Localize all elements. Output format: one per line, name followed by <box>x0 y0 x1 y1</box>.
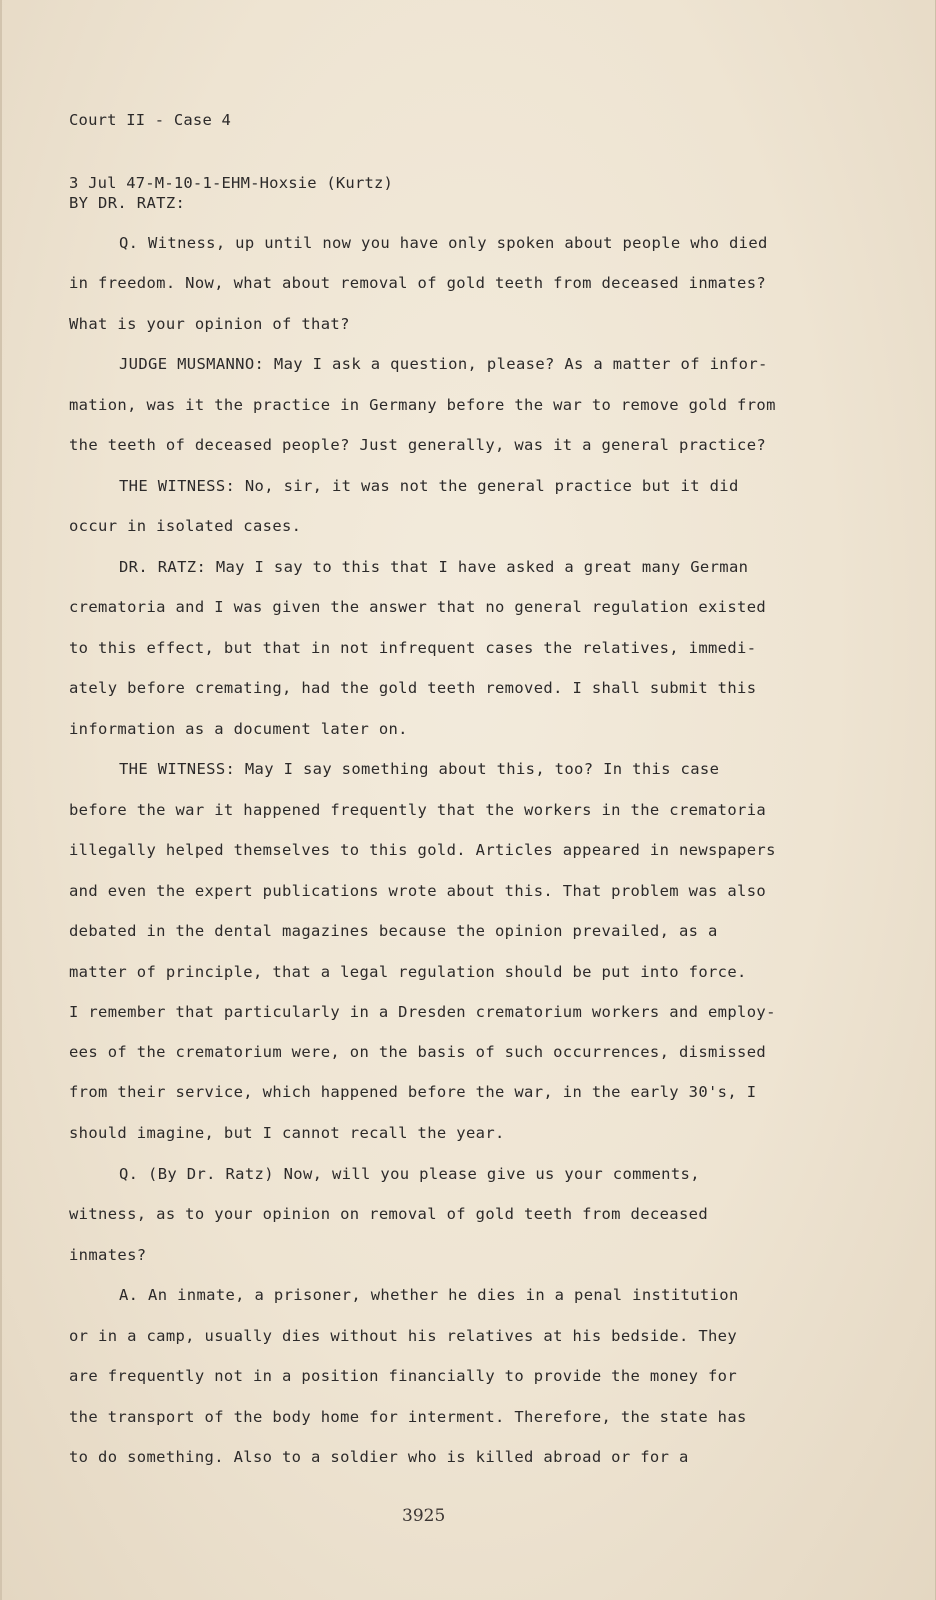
text-line: mation, was it the practice in Germany before the war to remove gold from <box>69 396 776 414</box>
text-line: inmates? <box>69 1246 147 1264</box>
text-line: or in a camp, usually dies without his relatives at his bedside. They <box>69 1327 738 1345</box>
text-line: A. An inmate, a prisoner, whether he dies in a penal institution <box>119 1286 739 1304</box>
text-line: in freedom. Now, what about removal of gold teeth from deceased inmates? <box>69 274 767 292</box>
text-line: THE WITNESS: No, sir, it was not the general practice but it did <box>119 477 739 495</box>
session-reference-line: 3 Jul 47-M-10-1-EHM-Hoxsie (Kurtz) <box>69 174 394 192</box>
text-line: matter of principle, that a legal regulation should be put into force. <box>69 963 747 981</box>
text-line: Q. Witness, up until now you have only spoken about people who died <box>119 234 768 252</box>
text-line: the transport of the body home for interment. Therefore, the state has <box>69 1408 747 1426</box>
text-line: and even the expert publications wrote about this. That problem was also <box>69 882 767 900</box>
examiner-heading: BY DR. RATZ: <box>69 194 186 212</box>
text-line: the teeth of deceased people? Just generally, was it a general practice? <box>69 436 767 454</box>
text-line: What is your opinion of that? <box>69 315 350 333</box>
page-number: 3925 <box>402 1506 446 1526</box>
text-line: from their service, which happened before the war, in the early 30's, I <box>69 1083 757 1101</box>
text-line: to do something. Also to a soldier who is killed abroad or for a <box>69 1448 689 1466</box>
text-line: DR. RATZ: May I say to this that I have asked a great many German <box>119 558 749 576</box>
text-line: illegally helped themselves to this gold. Articles appeared in newspapers <box>69 841 776 859</box>
text-line: ately before cremating, had the gold teeth removed. I shall submit this <box>69 679 757 697</box>
text-line: should imagine, but I cannot recall the year. <box>69 1124 505 1142</box>
text-line: THE WITNESS: May I say something about this, too? In this case <box>119 760 720 778</box>
text-line: information as a document later on. <box>69 720 408 738</box>
text-line: occur in isolated cases. <box>69 517 302 535</box>
court-case-line: Court II - Case 4 <box>69 111 232 129</box>
text-line: witness, as to your opinion on removal of gold teeth from deceased <box>69 1205 708 1223</box>
text-line: crematoria and I was given the answer that no general regulation existed <box>69 598 767 616</box>
text-line: JUDGE MUSMANNO: May I ask a question, please? As a matter of infor- <box>119 355 768 373</box>
text-line: are frequently not in a position financially to provide the money for <box>69 1367 738 1385</box>
text-line: debated in the dental magazines because the opinion prevailed, as a <box>69 922 718 940</box>
text-line: ees of the crematorium were, on the basis of such occurrences, dismissed <box>69 1043 767 1061</box>
text-line: Q. (By Dr. Ratz) Now, will you please give us your comments, <box>119 1165 700 1183</box>
text-line: to this effect, but that in not infrequent cases the relatives, immedi- <box>69 639 757 657</box>
text-line: before the war it happened frequently that the workers in the crematoria <box>69 801 767 819</box>
text-line: I remember that particularly in a Dresden crematorium workers and employ- <box>69 1003 776 1021</box>
